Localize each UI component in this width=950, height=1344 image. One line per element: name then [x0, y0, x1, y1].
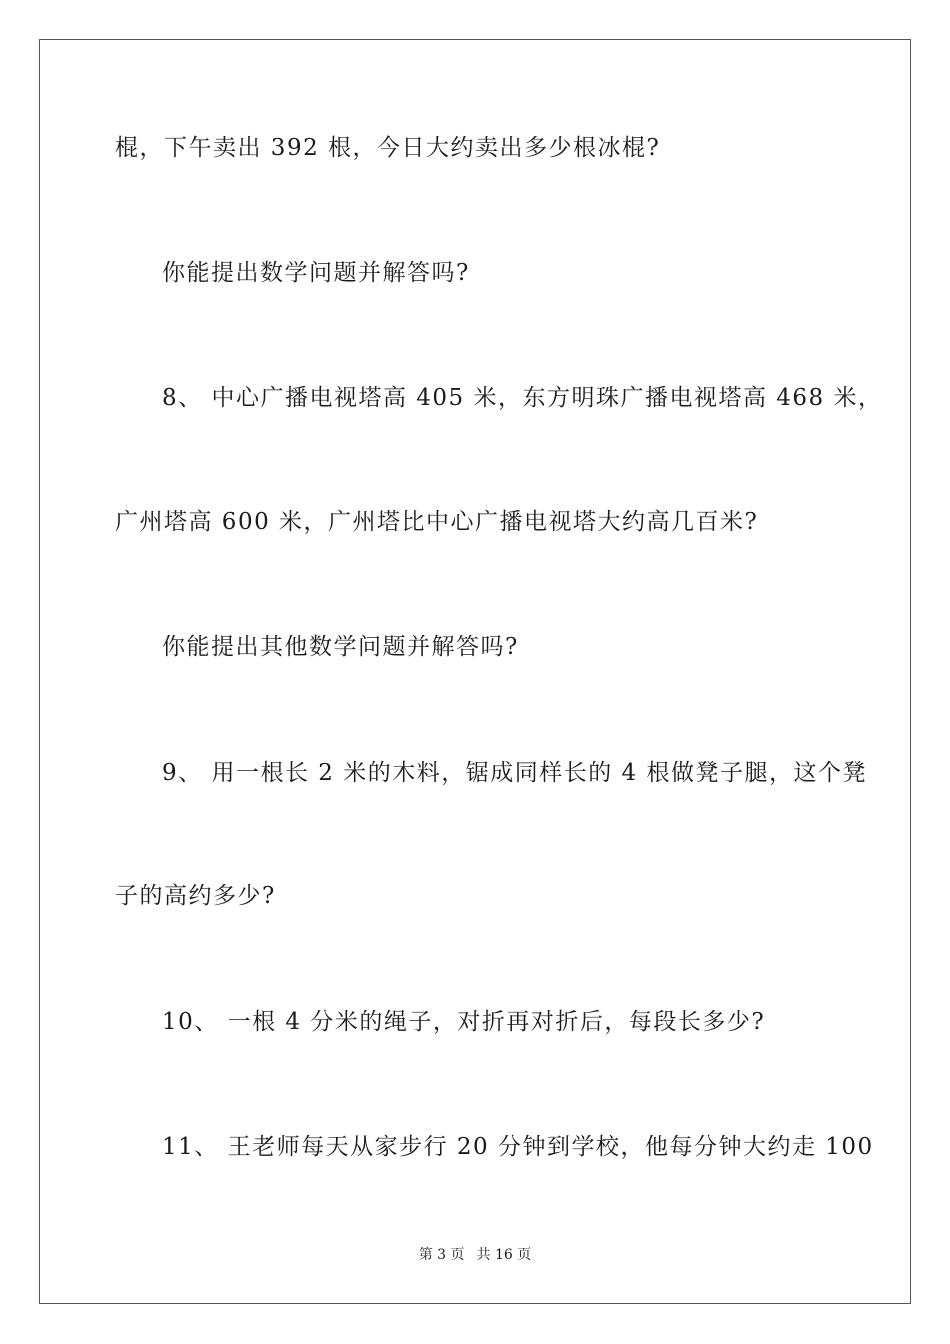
- question-9-line-1: 9、 用一根长 2 米的木料，锯成同样长的 4 根做凳子腿，这个凳: [162, 760, 867, 786]
- total-pages-label: 共 16 页: [476, 1247, 532, 1263]
- current-page-label: 第 3 页: [418, 1247, 465, 1263]
- text-line-5: 你能提出其他数学问题并解答吗?: [162, 634, 519, 660]
- question-10: 10、 一根 4 分米的绳子，对折再对折后，每段长多少?: [162, 1009, 766, 1035]
- question-9-line-2: 子的高约多少?: [115, 883, 276, 909]
- text-line-1: 棍，下午卖出 392 根，今日大约卖出多少根冰棍?: [115, 135, 661, 161]
- question-8-line-1: 8、 中心广播电视塔高 405 米，东方明珠广播电视塔高 468 米，: [162, 385, 883, 411]
- question-11-line-1: 11、 王老师每天从家步行 20 分钟到学校，他每分钟大约走 100: [162, 1134, 874, 1160]
- page-footer: [0, 1246, 950, 1264]
- page-border: [39, 39, 911, 1304]
- question-8-line-2: 广州塔高 600 米，广州塔比中心广播电视塔大约高几百米?: [115, 509, 759, 535]
- text-line-2: 你能提出数学问题并解答吗?: [162, 260, 470, 286]
